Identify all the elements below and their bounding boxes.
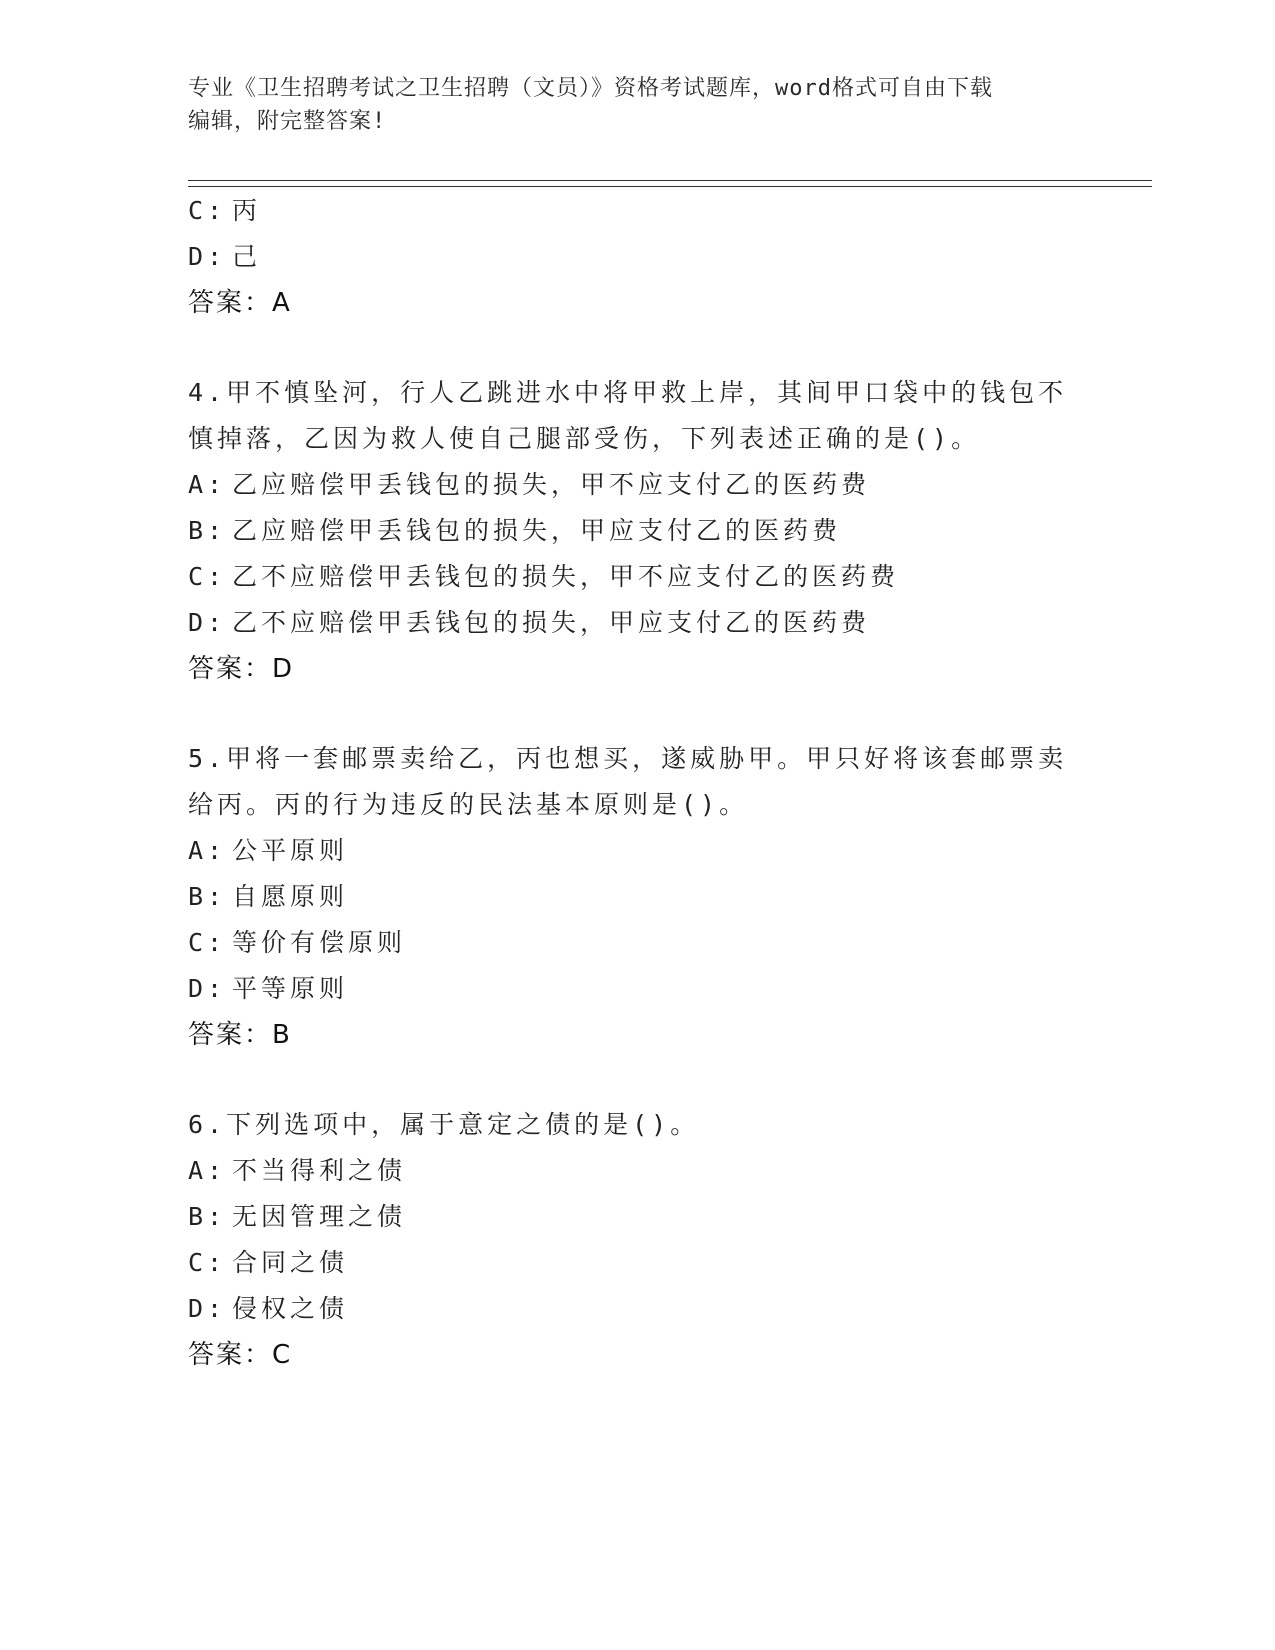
option-c: C: 丙	[188, 196, 262, 225]
option-b: B: 无因管理之债	[188, 1202, 407, 1231]
question-4	[188, 370, 1088, 692]
option-d: D: 己	[188, 242, 262, 271]
option-a: A: 不当得利之债	[188, 1156, 407, 1185]
option-a: A: 公平原则	[188, 836, 349, 865]
question-stem-continued: 给丙。丙的行为违反的民法基本原则是()。	[188, 790, 749, 819]
question-stem: 5.甲将一套邮票卖给乙，丙也想买，遂威胁甲。甲只好将该套邮票卖	[188, 744, 1068, 773]
header-line-2: 编辑，附完整答案!	[188, 109, 387, 134]
option-d: D: 平等原则	[188, 974, 349, 1003]
header-double-rule	[188, 180, 1152, 187]
document-body	[188, 188, 1088, 1378]
option-b: B: 自愿原则	[188, 882, 349, 911]
question-stem: 6.下列选项中，属于意定之债的是()。	[188, 1110, 700, 1139]
option-b: B: 乙应赔偿甲丢钱包的损失，甲应支付乙的医药费	[188, 516, 842, 545]
answer-line: 答案：D	[188, 654, 295, 684]
answer-line: 答案：B	[188, 1020, 292, 1050]
header-line-1: 专业《卫生招聘考试之卫生招聘（文员）》资格考试题库，word格式可自由下载	[188, 76, 993, 101]
question-stem-continued: 慎掉落，乙因为救人使自己腿部受伤，下列表述正确的是()。	[188, 424, 981, 453]
option-d: D: 侵权之债	[188, 1294, 349, 1323]
question-6	[188, 1102, 1088, 1378]
answer-line: 答案：A	[188, 288, 292, 318]
option-c: C: 乙不应赔偿甲丢钱包的损失，甲不应支付乙的医药费	[188, 562, 900, 591]
question-3-continued	[188, 188, 1088, 326]
question-5	[188, 736, 1088, 1058]
option-a: A: 乙应赔偿甲丢钱包的损失，甲不应支付乙的医药费	[188, 470, 871, 499]
answer-line: 答案：C	[188, 1340, 293, 1370]
option-c: C: 等价有偿原则	[188, 928, 407, 957]
question-stem: 4.甲不慎坠河，行人乙跳进水中将甲救上岸，其间甲口袋中的钱包不	[188, 378, 1068, 407]
option-d: D: 乙不应赔偿甲丢钱包的损失，甲应支付乙的医药费	[188, 608, 871, 637]
option-c: C: 合同之债	[188, 1248, 349, 1277]
document-header	[188, 72, 1088, 138]
